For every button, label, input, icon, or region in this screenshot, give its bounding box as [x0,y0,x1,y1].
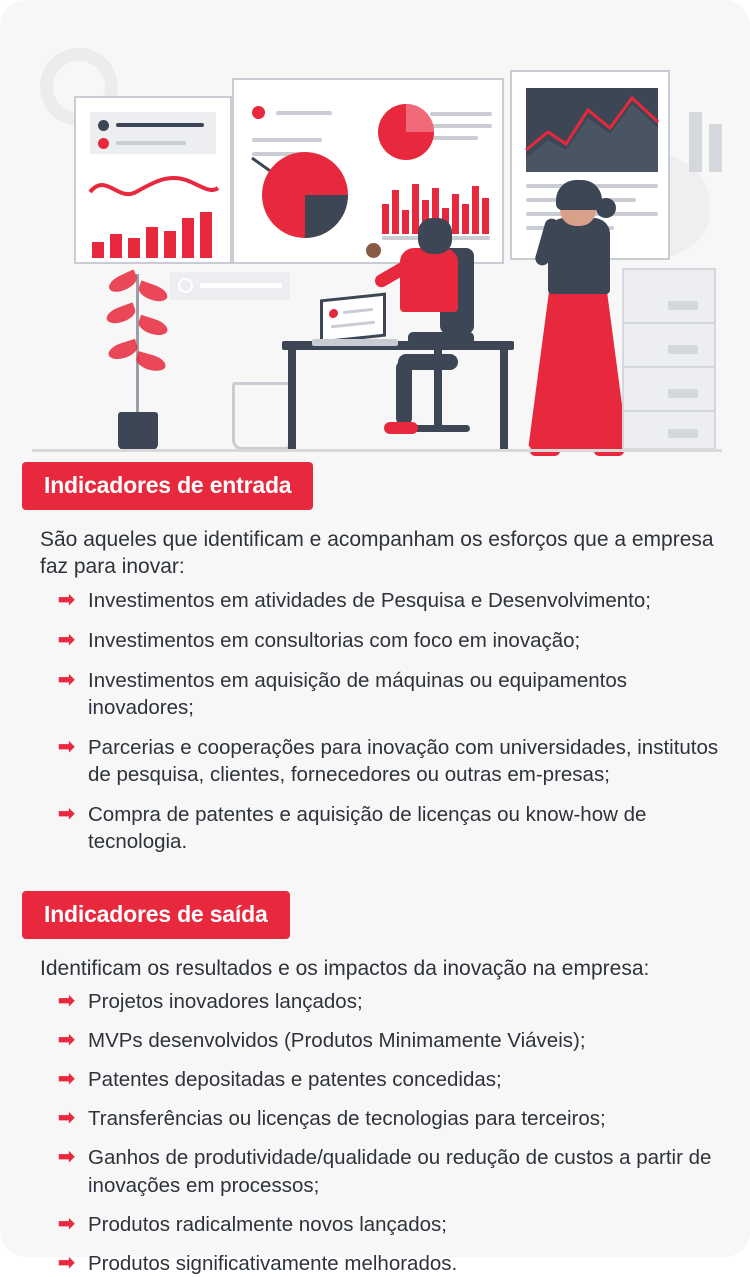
list-item [58,1066,722,1093]
board-line [276,111,332,115]
business-analytics-illustration [0,0,750,462]
list-item-label: Investimentos em consultorias com foco em inovação; [88,628,581,652]
desk-leg [500,344,508,450]
list-item-label: Patentes depositadas e patentes concedidas; [88,1068,502,1092]
article-content [0,462,750,1277]
list-item-label: Projetos inovadores lançados; [88,990,363,1014]
list-item [58,734,722,788]
board-line [252,138,322,142]
board-panel [90,112,216,154]
plant-leaf [106,269,140,295]
person-seated-leg [396,360,412,426]
list-item-label: Produtos significativamente melhorados. [88,1251,458,1275]
cabinet-handle [668,429,698,438]
bullet-list [22,587,722,855]
cabinet-divider [622,322,716,324]
cabinet-divider [622,366,716,368]
section-intro: Identificam os resultados e os impactos da inovação na empresa: [40,956,650,980]
cabinet-handle [668,301,698,310]
arrow-right-icon: ➡ [58,1146,75,1169]
person-standing-hair-bun [596,198,616,218]
list-item-label: MVPs desenvolvidos (Produtos Minimamente Viáveis); [88,1029,586,1053]
list-item-label: Compra de patentes e aquisição de licenças ou know-how de tecnologia. [88,802,647,853]
arrow-right-icon: ➡ [58,735,75,758]
legend-dot-red-icon [98,138,109,149]
bullet-list [22,988,722,1276]
chart-board-left [74,96,232,264]
person-standing-hair [556,180,602,210]
section-indicadores-de-entrada [22,462,722,855]
desk-leg [288,344,296,450]
list-item-label: Investimentos em atividades de Pesquisa e Desenvolvimento; [88,588,651,612]
person-seated-head [418,218,452,254]
arrow-right-icon: ➡ [58,628,75,651]
floor-line [32,449,722,452]
person-seated-shoe [384,422,418,434]
section-intro: São aqueles que identificam e acompanham os esforços que a empresa faz para inovar: [40,528,714,579]
section-heading-wrap [22,891,722,939]
plant-leaf [135,351,168,374]
arrow-right-icon: ➡ [58,1029,75,1052]
waste-basket [232,382,294,450]
person-standing-skirt [528,284,628,450]
line-chart-wave [90,170,218,204]
list-item [58,801,722,855]
list-item-label: Ganhos de produtividade/qualidade ou redução de custos a partir de inovações em processos; [88,1146,712,1197]
laptop-screen [320,293,386,344]
plant-leaf [106,339,139,363]
decorative-bar [709,124,722,172]
list-item [58,1211,722,1238]
plant-leaf [136,315,169,339]
legend-line [116,123,204,127]
list-item-label: Produtos radicalmente novos lançados; [88,1212,447,1236]
cabinet-handle [668,389,698,398]
arrow-right-icon: ➡ [58,990,75,1013]
plant-leaf [104,302,137,326]
section-heading-wrap [22,462,722,510]
section-indicadores-de-saida [22,891,722,1277]
wall-note-line [200,283,282,288]
arrow-right-icon: ➡ [58,1107,75,1130]
arrow-right-icon: ➡ [58,1251,75,1274]
list-item [58,1105,722,1132]
list-item [58,667,722,721]
arrow-right-icon: ➡ [58,802,75,825]
marker-dot-icon [252,106,265,119]
laptop-dot-icon [329,309,338,319]
list-item [58,988,722,1015]
plant-leaf [136,280,169,304]
laptop-base [312,339,398,346]
person-seated-hand [366,243,381,258]
plant-vase [118,412,158,450]
list-item [58,627,722,654]
section-heading: Indicadores de saída [22,891,290,939]
chair-seat [408,332,474,346]
bar-chart-left [90,208,218,258]
legend-line [116,141,186,145]
list-item [58,1027,722,1054]
list-item-label: Investimentos em aquisição de máquinas ou equipamentos inovadores; [88,668,628,719]
arrow-right-icon: ➡ [58,1212,75,1235]
decorative-bar [689,112,702,172]
wall-note-icon [178,278,193,293]
list-item [58,587,722,614]
cabinet-divider [622,410,716,412]
laptop-line [331,321,375,329]
list-item-label: Parcerias e cooperações para inovação com universidades, institutos de pesquisa, clientes, fornecedores ou outras em-presas; [88,735,719,786]
arrow-right-icon: ➡ [58,1068,75,1091]
filing-cabinet [622,268,716,450]
section-heading: Indicadores de entrada [22,462,313,510]
arrow-right-icon: ➡ [58,588,75,611]
legend-dot-dark-icon [98,120,109,131]
list-item [58,1144,722,1198]
area-chart [526,88,658,172]
laptop-line [343,308,373,314]
arrow-right-icon: ➡ [58,668,75,691]
list-item [58,1250,722,1277]
list-item-label: Transferências ou licenças de tecnologias para terceiros; [88,1107,606,1131]
cabinet-handle [668,345,698,354]
